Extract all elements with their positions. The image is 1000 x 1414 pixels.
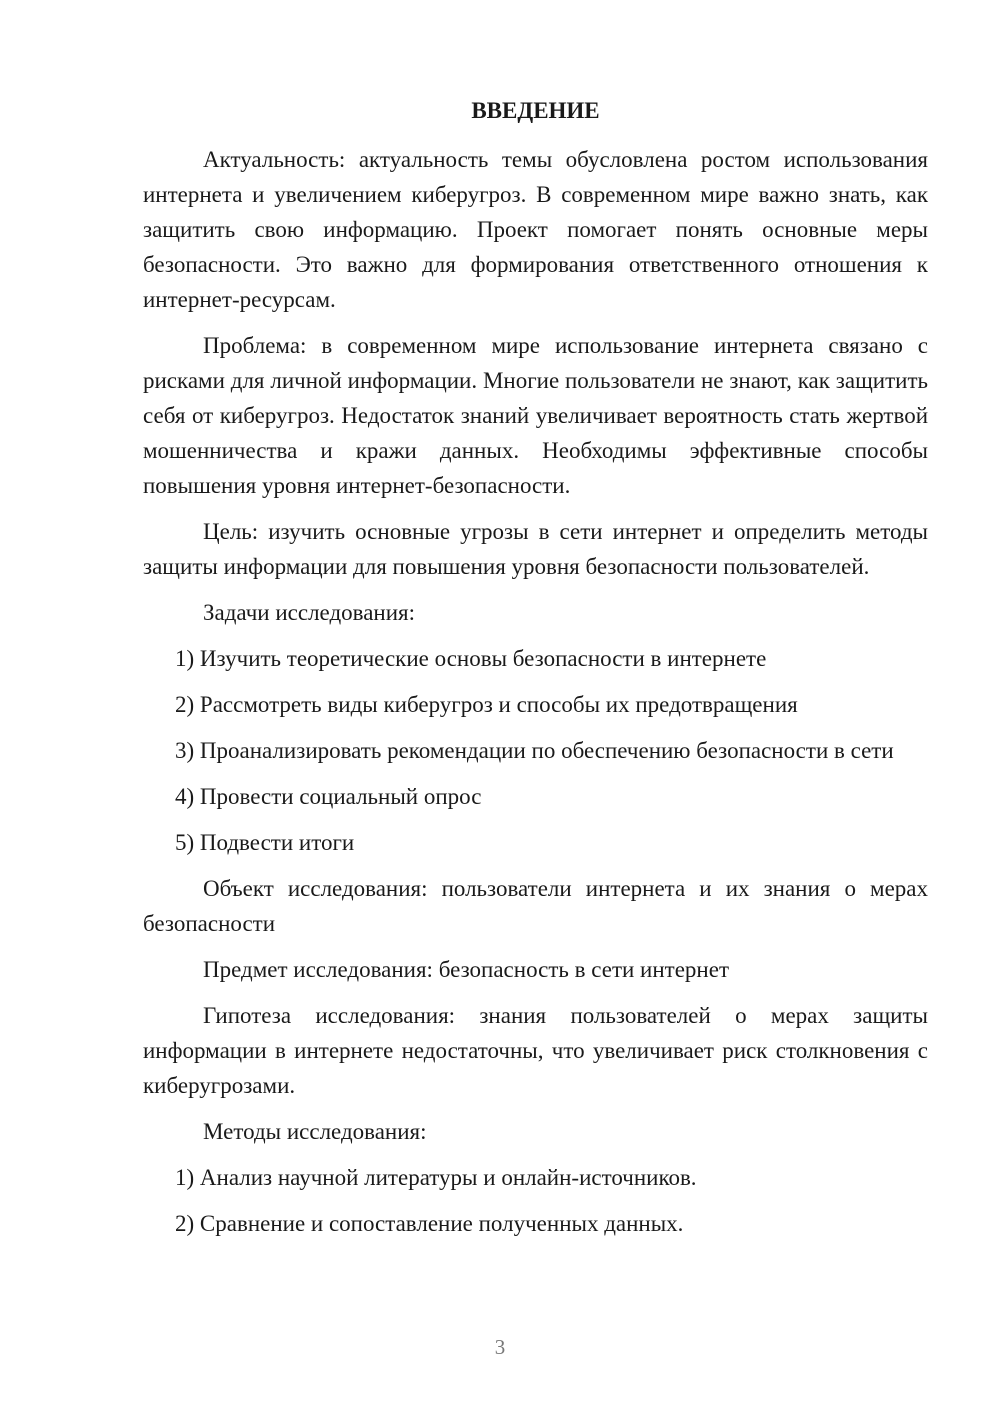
method-item: 2) Сравнение и сопоставление полученных данных. [175,1211,684,1236]
problem-paragraph: Проблема: в современном мире использование интернета связано с рисками для личной информации. Многие пользователи не знают, как защитить себя от киберугроз. Недостаток знаний увеличивает вероятность стать жертвой мошенничества и кражи данных. Необходимы эффективные способы повышения уровня интернет-безопасности. [143,333,928,498]
relevance-paragraph: Актуальность: актуальность темы обусловлена ростом использования интернета и увеличением киберугроз. В современном мире важно знать, как защитить свою информацию. Проект помогает понять основные меры безопасности. Это важно для формирования ответственного отношения к интернет-ресурсам. [143,147,928,312]
object-paragraph: Объект исследования: пользователи интернета и их знания о мерах безопасности [143,876,928,936]
page-content [143,93,928,1252]
task-item: 1) Изучить теоретические основы безопасности в интернете [175,646,767,671]
page-number: 3 [494,1335,506,1359]
task-item: 2) Рассмотреть виды киберугроз и способы их предотвращения [175,692,798,717]
section-title: ВВЕДЕНИЕ [471,98,600,123]
task-item: 5) Подвести итоги [175,830,355,855]
tasks-heading: Задачи исследования: [203,600,416,625]
task-item: 4) Провести социальный опрос [175,784,482,809]
method-item: 1) Анализ научной литературы и онлайн-источников. [175,1165,697,1190]
goal-paragraph: Цель: изучить основные угрозы в сети интернет и определить методы защиты информации для повышения уровня безопасности пользователей. [143,519,928,579]
subject-paragraph: Предмет исследования: безопасность в сети интернет [203,957,730,982]
task-item: 3) Проанализировать рекомендации по обеспечению безопасности в сети [175,738,894,763]
methods-heading: Методы исследования: [203,1119,427,1144]
hypothesis-paragraph: Гипотеза исследования: знания пользователей о мерах защиты информации в интернете недостаточны, что увеличивает риск столкновения с киберугрозами. [143,1003,928,1098]
